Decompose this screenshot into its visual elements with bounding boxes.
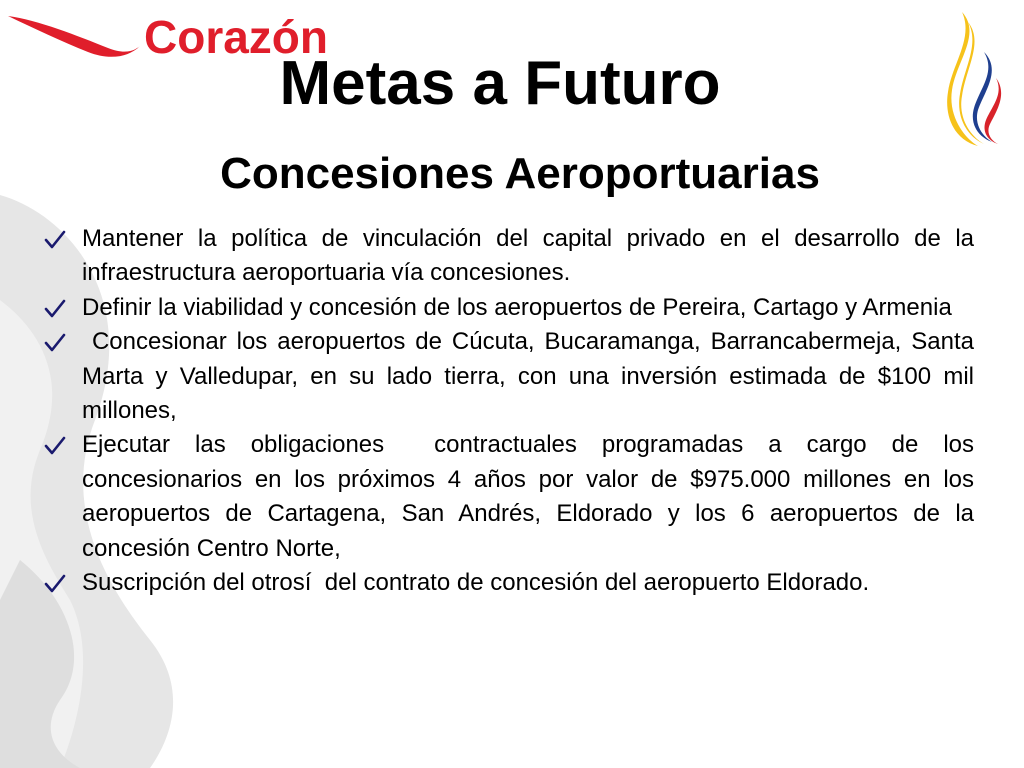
list-item-text: Definir la viabilidad y concesión de los aeropuertos de Pereira, Cartago y Armenia (82, 293, 952, 321)
checkmark-icon (44, 574, 66, 594)
list-item-text: Mantener la política de vinculación del capital privado en el desarrollo de la infraestructura aeroportuaria vía concesiones. (82, 225, 981, 287)
list-item (44, 222, 981, 291)
slide-subtitle: Concesiones Aeroportuarias (220, 149, 820, 198)
list-item (44, 566, 974, 600)
slide-title: Metas a Futuro (279, 49, 721, 118)
list-item-text: Ejecutar las obligaciones contractuales programadas a cargo de los concesionarios en los próximos 4 años por valor de $975.000 millones en los aeropuertos de Cartagena, San Andrés, Eldorado y los 6 aeropuertos de la concesión Centro Norte, (82, 431, 981, 562)
checkmark-icon (44, 436, 66, 456)
checkmark-icon (44, 299, 66, 319)
list-item-text: Concesionar los aeropuertos de Cúcuta, Bucaramanga, Barrancabermeja, Santa Marta y Valledupar, en su lado tierra, con una inversión estimada de $100 mil millones, (82, 328, 981, 425)
list-item (44, 428, 981, 566)
list-item (44, 325, 981, 428)
checkmark-icon (44, 333, 66, 353)
list-item-text: Suscripción del otrosí del contrato de concesión del aeropuerto Eldorado. (82, 569, 870, 597)
checkmark-icon (44, 230, 66, 250)
svg-text:Corazón: Corazón (144, 11, 328, 63)
list-item (44, 291, 974, 325)
goals-list (44, 222, 981, 600)
